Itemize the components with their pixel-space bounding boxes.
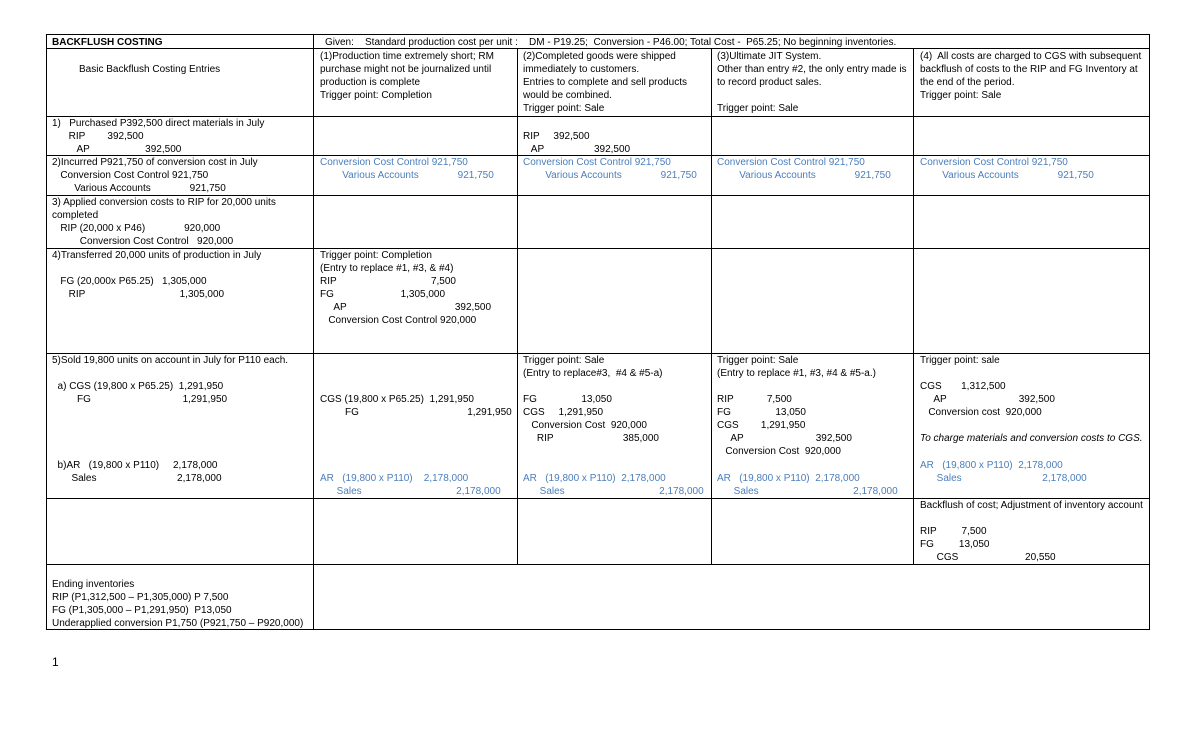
row5-col4-ar: AR (19,800 x P110) 2,178,000 Sales 2,178,000 (920, 460, 1087, 484)
row5-col2-ar: AR (19,800 x P110) 2,178,000 Sales 2,178,000 (523, 473, 704, 497)
row3-basic: 3) Applied conversion costs to RIP for 20,000 units completed RIP (20,000 x P46) 920,000 Conversion Cost Control 920,000 (52, 197, 276, 247)
row2-basic: 2)Incurred P921,750 of conversion cost in July Conversion Cost Control 921,750 Various Accounts 921,750 (52, 157, 258, 194)
row5-col4: Trigger point: sale CGS 1,312,500 AP 392,500 Conversion cost 920,000 To charge materials and conversion costs to CGS. (920, 355, 1143, 444)
row2-col2: Conversion Cost Control 921,750 Various Accounts 921,750 (523, 157, 697, 181)
row4-basic: 4)Transferred 20,000 units of production in July FG (20,000x P65.25) 1,305,000 RIP 1,305,000 (52, 250, 262, 300)
backflush-table (46, 34, 1150, 630)
given-info: Given: Standard production cost per unit : DM - P19.25; Conversion - P46.00; Total Cost - P65.25; No beginning inventories. (325, 37, 897, 48)
col-divider (913, 48, 914, 564)
row5-basic-a: a) CGS (19,800 x P65.25) 1,291,950 FG 1,291,950 (52, 381, 228, 405)
row2-col4: Conversion Cost Control 921,750 Various Accounts 921,750 (920, 157, 1094, 181)
document-title: BACKFLUSH COSTING (52, 37, 163, 48)
column-header-3: (3)Ultimate JIT System. Other than entry #2, the only entry made is to record product sales. Trigger point: Sale (717, 51, 907, 114)
row1-basic: 1) Purchased P392,500 direct materials in July RIP 392,500 AP 392,500 (52, 118, 265, 155)
column-header-1: (1)Production time extremely short; RM purchase might not be journalized until production is complete Trigger point: Completion (320, 51, 494, 101)
col-divider (313, 35, 314, 629)
page-number: 1 (52, 655, 59, 669)
row5-col1: CGS (19,800 x P65.25) 1,291,950 FG 1,291,950 (320, 394, 512, 418)
row1-col2: RIP 392,500 AP 392,500 (523, 131, 631, 155)
column-header-4: (4) All costs are charged to CGS with subsequent backflush of costs to the RIP and FG Inventory at the end of the period. Trigger point: Sale (920, 51, 1142, 101)
column-header-2: (2)Completed goods were shipped immediately to customers. Entries to complete and sell products would be combined. Trigger point: Sale (523, 51, 687, 114)
ending-inventories: Ending inventories RIP (P1,312,500 – P1,305,000) P 7,500 FG (P1,305,000 – P1,291,950) P13,050 Underapplied conversion P1,750 (P921,750 – P920,000) (52, 579, 304, 629)
row5-col1-ar: AR (19,800 x P110) 2,178,000 Sales 2,178,000 (320, 473, 501, 497)
row6-col4: Backflush of cost; Adjustment of inventory account RIP 7,500 FG 13,050 CGS 20,550 (920, 500, 1143, 563)
column-header-basic: Basic Backflush Costing Entries (79, 64, 221, 75)
col-divider (711, 48, 712, 564)
row5-col3-ar: AR (19,800 x P110) 2,178,000 Sales 2,178,000 (717, 473, 898, 497)
row5-col2: Trigger point: Sale (Entry to replace#3, #4 & #5-a) FG 13,050 CGS 1,291,950 Conversion Cost 920,000 RIP 385,000 (523, 355, 663, 444)
row2-col1: Conversion Cost Control 921,750 Various Accounts 921,750 (320, 157, 494, 181)
row5-col3: Trigger point: Sale (Entry to replace #1, #3, #4 & #5-a.) RIP 7,500 FG 13,050 CGS 1,291,950 AP 392,500 Conversion Cost 920,000 (717, 355, 876, 457)
row5-basic-title: 5)Sold 19,800 units on account in July for P110 each. (52, 355, 289, 366)
row2-col3: Conversion Cost Control 921,750 Various Accounts 921,750 (717, 157, 891, 181)
row4-col1: Trigger point: Completion (Entry to replace #1, #3, & #4) RIP 7,500 FG 1,305,000 AP 392,500 Conversion Cost Control 920,000 (320, 250, 492, 326)
row-divider (47, 564, 1149, 565)
col-divider (517, 48, 518, 564)
row5-basic-b: b)AR (19,800 x P110) 2,178,000 Sales 2,178,000 (52, 460, 222, 484)
row5-col4-note: To charge materials and conversion costs to CGS. (920, 433, 1143, 444)
